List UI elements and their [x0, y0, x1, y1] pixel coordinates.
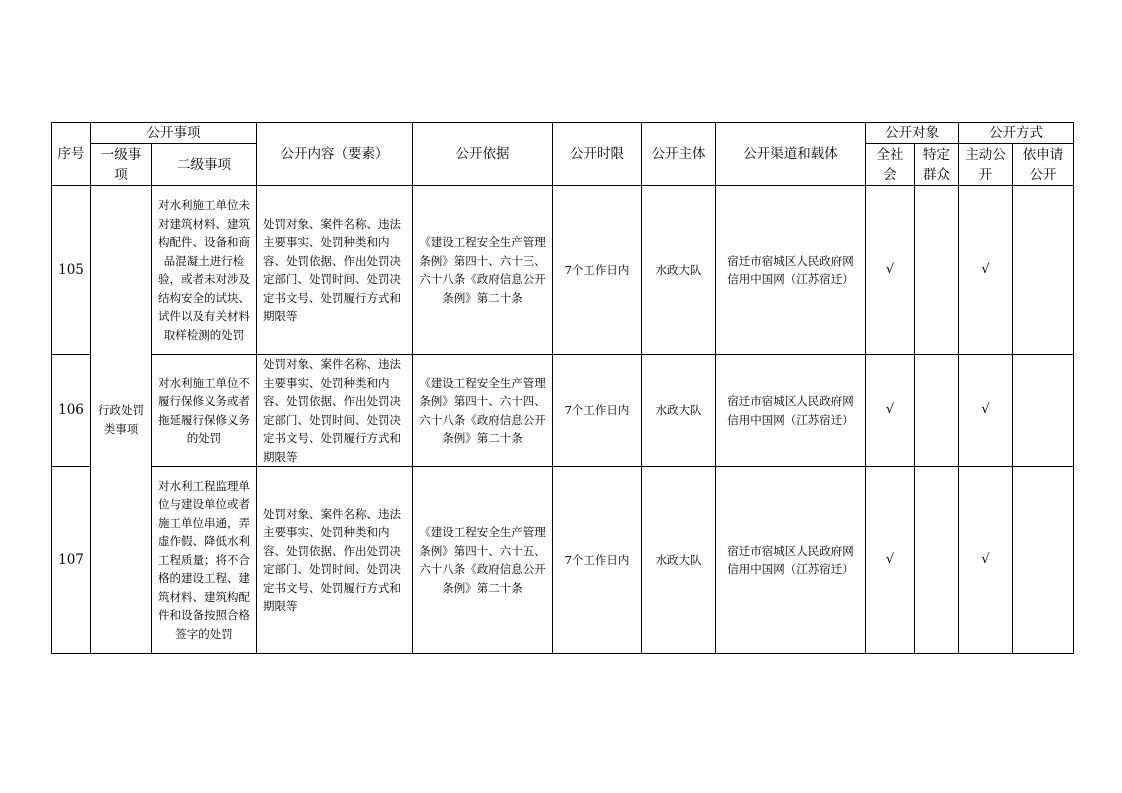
proactive-check: √: [959, 467, 1013, 654]
header-level2: 二级事项: [152, 144, 257, 186]
proactive-check: √: [959, 186, 1013, 355]
proactive-check: √: [959, 355, 1013, 467]
table-row: [52, 467, 1074, 654]
time-limit-cell: 7个工作日内: [553, 186, 642, 355]
header-public-items: 公开事项: [91, 123, 257, 144]
header-content: 公开内容（要素）: [257, 123, 413, 186]
header-audience: 公开对象: [866, 123, 959, 144]
table-row: [52, 186, 1074, 355]
row-seq: 107: [52, 467, 91, 654]
subject-cell: 水政大队: [642, 355, 716, 467]
header-all-society: 全社会: [866, 144, 915, 186]
level1-cell: 行政处罚类事项: [91, 186, 152, 654]
time-limit-cell: 7个工作日内: [553, 467, 642, 654]
level2-cell: 对水利施工单位未对建筑材料、建筑构配件、设备和商品混凝土进行检验，或者未对涉及结构安全的试块、试件以及有关材料取样检测的处罚: [152, 186, 257, 355]
header-basis: 公开依据: [413, 123, 553, 186]
basis-cell: 《建设工程安全生产管理条例》第四十、六十三、六十八条《政府信息公开条例》第二十条: [413, 186, 553, 355]
header-time-limit: 公开时限: [553, 123, 642, 186]
basis-cell: 《建设工程安全生产管理条例》第四十、六十四、六十八条《政府信息公开条例》第二十条: [413, 355, 553, 467]
row-seq: 105: [52, 186, 91, 355]
all-society-check: √: [866, 355, 915, 467]
table-row: [52, 355, 1074, 467]
level2-cell: 对水利施工单位不履行保修义务或者拖延履行保修义务的处罚: [152, 355, 257, 467]
header-on-request: 依申请公开: [1013, 144, 1074, 186]
all-society-check: √: [866, 186, 915, 355]
header-subject: 公开主体: [642, 123, 716, 186]
all-society-check: √: [866, 467, 915, 654]
content-cell: 处罚对象、案件名称、违法主要事实、处罚种类和内容、处罚依据、作出处罚决定部门、处罚时间、处罚决定书文号、处罚履行方式和期限等: [257, 186, 413, 355]
channel-cell: 宿迁市宿城区人民政府网信用中国网（江苏宿迁）: [716, 186, 866, 355]
on-request-check: [1013, 355, 1074, 467]
specific-group-check: [915, 355, 959, 467]
header-specific-group: 特定群众: [915, 144, 959, 186]
specific-group-check: [915, 186, 959, 355]
header-channel: 公开渠道和载体: [716, 123, 866, 186]
specific-group-check: [915, 467, 959, 654]
level2-cell: 对水利工程监理单位与建设单位或者施工单位串通，弄虚作假、降低水利工程质量；将不合格的建设工程、建筑材料、建筑构配件和设备按照合格签字的处罚: [152, 467, 257, 654]
on-request-check: [1013, 467, 1074, 654]
subject-cell: 水政大队: [642, 186, 716, 355]
header-level1: 一级事项: [91, 144, 152, 186]
content-cell: 处罚对象、案件名称、违法主要事实、处罚种类和内容、处罚依据、作出处罚决定部门、处罚时间、处罚决定书文号、处罚履行方式和期限等: [257, 467, 413, 654]
subject-cell: 水政大队: [642, 467, 716, 654]
channel-cell: 宿迁市宿城区人民政府网信用中国网（江苏宿迁）: [716, 467, 866, 654]
header-method: 公开方式: [959, 123, 1074, 144]
disclosure-table: [51, 122, 1074, 654]
time-limit-cell: 7个工作日内: [553, 355, 642, 467]
content-cell: 处罚对象、案件名称、违法主要事实、处罚种类和内容、处罚依据、作出处罚决定部门、处罚时间、处罚决定书文号、处罚履行方式和期限等: [257, 355, 413, 467]
on-request-check: [1013, 186, 1074, 355]
header-proactive: 主动公开: [959, 144, 1013, 186]
header-seq: 序号: [52, 123, 91, 186]
row-seq: 106: [52, 355, 91, 467]
channel-cell: 宿迁市宿城区人民政府网信用中国网（江苏宿迁）: [716, 355, 866, 467]
basis-cell: 《建设工程安全生产管理条例》第四十、六十五、六十八条《政府信息公开条例》第二十条: [413, 467, 553, 654]
